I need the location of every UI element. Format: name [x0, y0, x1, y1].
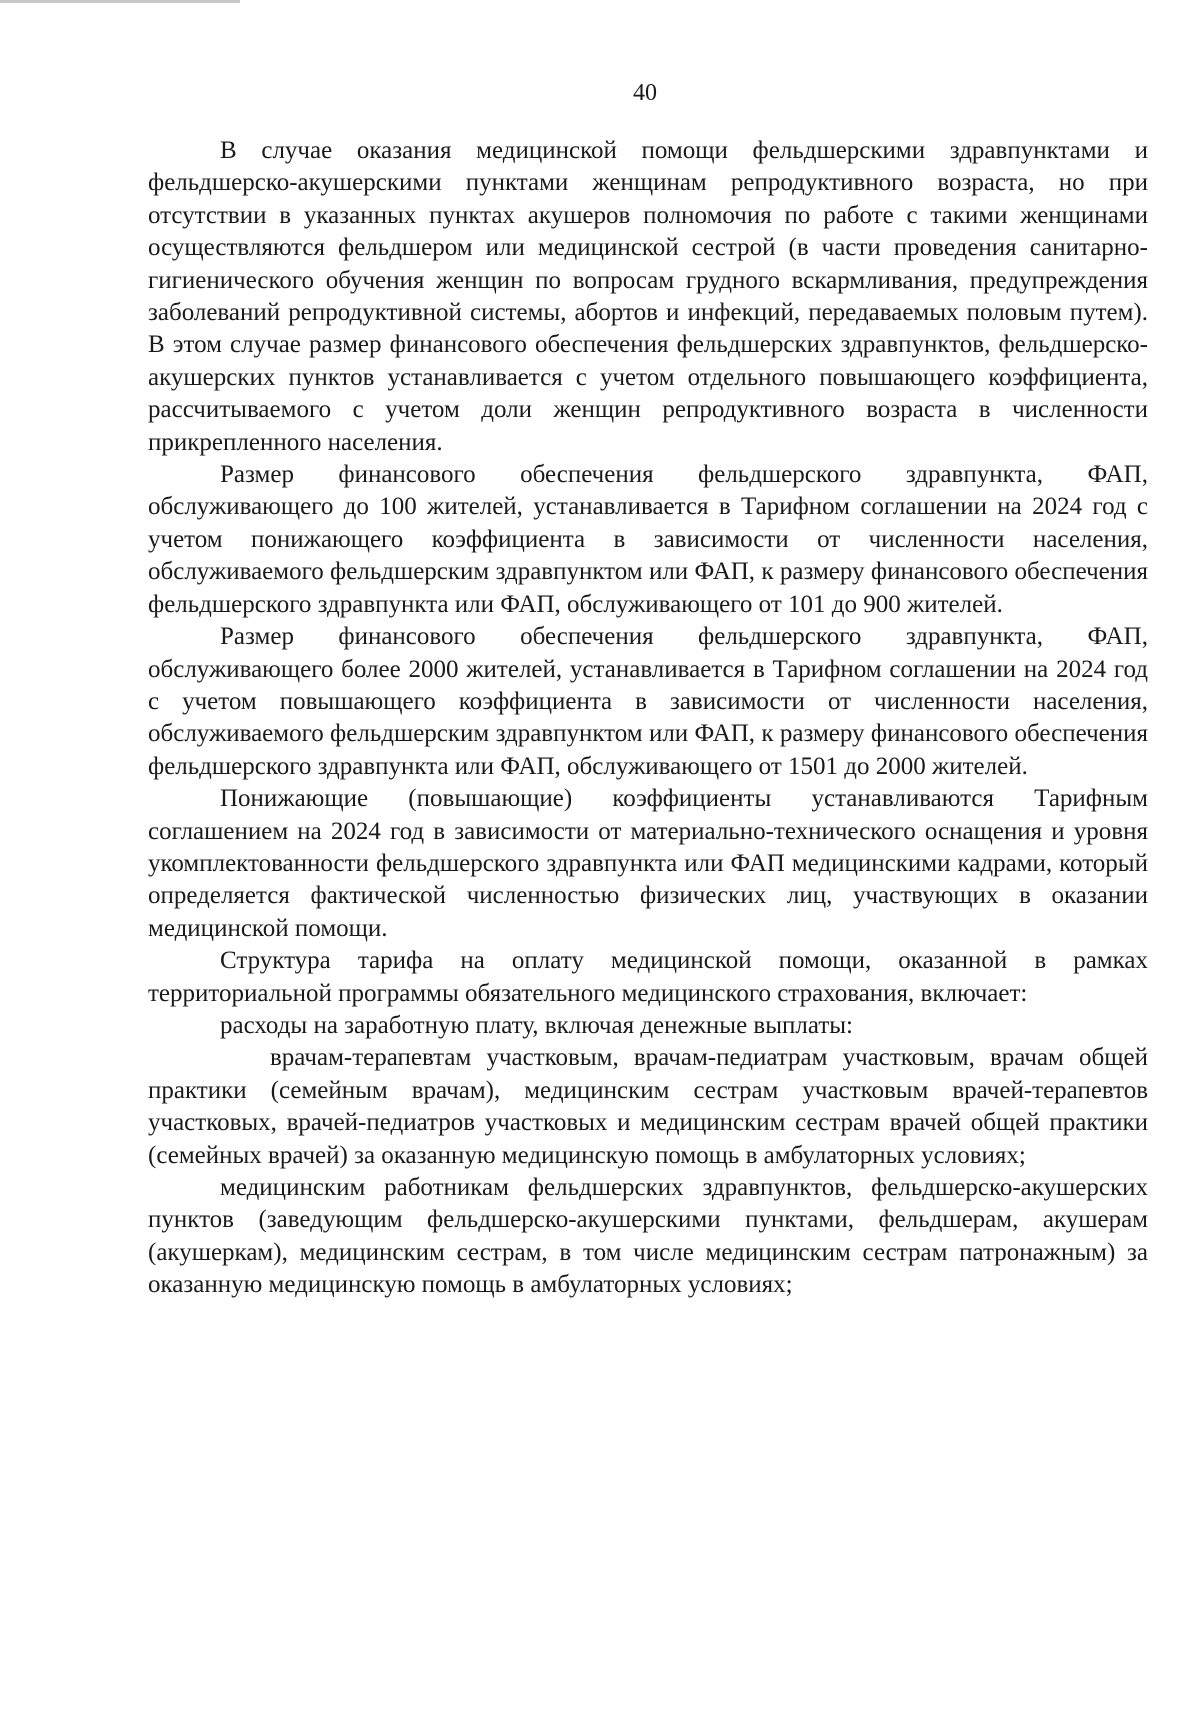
paragraph-salary-expenses: расходы на заработную плату, включая денежные выплаты:	[220, 1011, 853, 1039]
list-item-fap-medical-staff: медицинским работникам фельдшерских здравпунктов, фельдшерско-акушерских пунктов (заведующим фельдшерско-акушерскими пунктами, фельдшерам, акушерам (акушеркам), медицинским сестрам, в том числе медицинским сестрам патронажным) за оказанную медицинскую помощь в амбулаторных условиях;	[148, 1174, 1148, 1299]
paragraph-fap-women-reproductive-age: В случае оказания медицинской помощи фельдшерскими здравпунктами и фельдшерско-акушерскими пунктами женщинам репродуктивного возраста, но при отсутствии в указанных пунктах акушеров полномочия по работе с такими женщинами осуществляются фельдшером или медицинской сестрой (в части проведения санитарно-гигиенического обучения женщин по вопросам грудного вскармливания, предупреждения заболеваний репродуктивной системы, абортов и инфекций, передаваемых половым путем). В этом случае размер финансового обеспечения фельдшерских здравпунктов, фельдшерско-акушерских пунктов устанавливается с учетом отдельного повышающего коэффициента, рассчитываемого с учетом доли женщин репродуктивного возраста в численности прикрепленного населения.	[148, 137, 1148, 456]
paragraph-tariff-structure: Структура тарифа на оплату медицинской помощи, оказанной в рамках территориальной программы обязательного медицинского страхования, включает:	[148, 947, 1148, 1007]
paragraph-coefficients: Понижающие (повышающие) коэффициенты устанавливаются Тарифным соглашением на 2024 год в зависимости от материально-технического оснащения и уровня укомплектованности фельдшерского здравпункта или ФАП медицинскими кадрами, который определяется фактической численностью физических лиц, участвующих в оказании медицинской помощи.	[148, 785, 1148, 942]
scan-edge-mark	[0, 0, 240, 3]
paragraph-fap-over-2000-residents: Размер финансового обеспечения фельдшерского здравпункта, ФАП, обслуживающего более 2000 жителей, устанавливается в Тарифном соглашении на 2024 год с учетом повышающего коэффициента в зависимости от численности населения, обслуживаемого фельдшерским здравпунктом или ФАП, к размеру финансового обеспечения фельдшерского здравпункта или ФАП, обслуживающего от 1501 до 2000 жителей.	[148, 623, 1148, 780]
page-number: 40	[633, 80, 657, 106]
list-item-district-doctors: врачам-терапевтам участковым, врачам-педиатрам участковым, врачам общей практики (семейным врачам), медицинским сестрам участковым врачей-терапевтов участковых, врачей-педиатров участковых и медицинским сестрам врачей общей практики (семейных врачей) за оказанную медицинскую помощь в амбулаторных условиях;	[148, 1044, 1148, 1169]
paragraph-fap-up-to-100-residents: Размер финансового обеспечения фельдшерского здравпункта, ФАП, обслуживающего до 100 жителей, устанавливается в Тарифном соглашении на 2024 год с учетом понижающего коэффициента в зависимости от численности населения, обслуживаемого фельдшерским здравпунктом или ФАП, к размеру финансового обеспечения фельдшерского здравпункта или ФАП, обслуживающего от 101 до 900 жителей.	[148, 461, 1148, 618]
document-body	[148, 135, 1148, 1302]
